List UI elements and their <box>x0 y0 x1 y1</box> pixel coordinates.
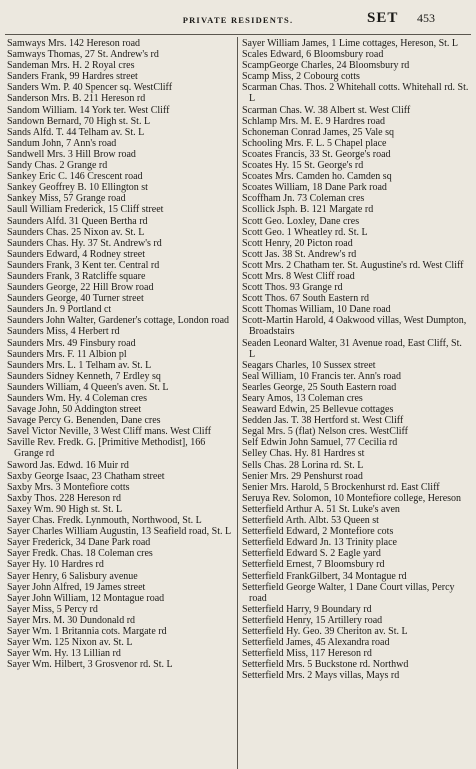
resident-entry: Sandown Bernard, 70 High st. St. L <box>7 115 151 127</box>
resident-entry: Scott Henry, 20 Picton road <box>242 237 353 249</box>
resident-entry: Sayer Wm. Hy. 13 Lillian rd <box>7 648 121 660</box>
resident-entry: Scott Thos. 93 Grange rd <box>242 282 343 294</box>
resident-entry: Schooling Mrs. F. L. 5 Chapel place <box>242 137 387 149</box>
resident-entry: Saunders Chas. Hy. 37 St. Andrew's rd <box>7 237 162 249</box>
resident-entry: Scott Geo. Loxley, Dane cres <box>242 215 360 227</box>
resident-entry: Saunders William, 4 Queen's aven. St. L <box>7 381 169 393</box>
resident-entry: Savage Percy G. Benenden, Dane cres <box>7 415 161 427</box>
resident-entry: Schlamp Mrs. M. E. 9 Hardres road <box>242 115 386 127</box>
resident-entry: Saunders Alfd. 31 Queen Bertha rd <box>7 215 148 227</box>
resident-entry: Saull William Frederick, 15 Cliff street <box>7 204 164 216</box>
resident-entry: Sayer Chas. Fredk. Lynmouth, Northwood, St. L <box>7 515 202 527</box>
resident-entry: Scott Jas. 38 St. Andrew's rd <box>242 248 357 260</box>
resident-entry: ScampGeorge Charles, 24 Bloomsbury rd <box>242 60 410 72</box>
resident-entry: Sayer Wm. 125 Nixon av. St. L <box>7 637 133 649</box>
resident-entry: Setterfield Mrs. 2 Mays villas, Mays rd <box>242 670 400 682</box>
resident-entry: Seal William, 10 Francis ter. Ann's road <box>242 370 401 382</box>
resident-entry: Setterfield Miss, 117 Hereson rd <box>242 648 372 660</box>
resident-entry: Schoneman Conrad James, 25 Vale sq <box>242 126 395 138</box>
resident-entry: Setterfield Harry, 9 Boundary rd <box>242 603 372 615</box>
resident-entry: Sandwell Mrs. 3 Hill Brow road <box>7 148 136 160</box>
resident-entry: Seruya Rev. Solomon, 10 Montefiore college, Hereson <box>242 492 462 504</box>
resident-entry: Saunders Jn. 9 Portland ct <box>7 304 112 316</box>
resident-entry: Scales Edward, 6 Bloomsbury road <box>242 49 384 61</box>
resident-entry: Scoates William, 18 Dane Park road <box>242 182 387 194</box>
resident-entry: Saword Jas. Edwd. 16 Muir rd <box>7 459 129 471</box>
resident-entry: Senier Mrs. 29 Penshurst road <box>242 470 363 482</box>
resident-entry: Sells Chas. 28 Lorina rd. St. L <box>242 459 364 471</box>
resident-entry: Seaward Edwin, 25 Bellevue cottages <box>242 404 394 416</box>
resident-entry: Scott Mrs. 8 West Cliff road <box>242 270 355 282</box>
resident-entry: Saunders Edward, 4 Rodney street <box>7 248 146 260</box>
resident-entry: Setterfield Arth. Albt. 53 Queen st <box>242 515 379 527</box>
resident-entry: Saunders Mrs. L. 1 Telham av. St. L <box>7 359 152 371</box>
resident-entry: Sayer Miss, 5 Percy rd <box>7 603 98 615</box>
left-column <box>5 37 238 769</box>
resident-entry: Sayer Henry, 6 Salisbury avenue <box>7 570 138 582</box>
resident-entry: Sankey Eric C. 146 Crescent road <box>7 171 143 183</box>
resident-entry: Seary Amos, 13 Coleman cres <box>242 393 363 404</box>
resident-entry: Segal Mrs. 5 (flat) Nelson cres. WestCliff <box>242 426 409 438</box>
right-column <box>238 37 471 769</box>
resident-entry: Selley Chas. Hy. 81 Hardres st <box>242 448 365 460</box>
resident-entry: Setterfield Arthur A. 51 St. Luke's aven <box>242 503 400 515</box>
resident-entry: Setterfield Hy. Geo. 39 Cheriton av. St. L <box>242 625 408 637</box>
resident-entry: Scott Mrs. 2 Chatham ter. St. Augustine's rd. West Cliff <box>242 259 464 271</box>
resident-entry: Setterfield Mrs. 5 Buckstone rd. Northwd <box>242 659 409 671</box>
resident-entry: Savel Victor Neville, 3 West Cliff mans. West Cliff <box>7 426 212 438</box>
resident-entry: Sanderson Mrs. B. 211 Hereson rd <box>7 93 146 105</box>
resident-entry: Sands Alfd. T. 44 Telham av. St. L <box>7 126 145 138</box>
resident-entry: Scott Geo. 1 Wheatley rd. St. L <box>242 226 368 238</box>
resident-entry: Setterfield George Walter, 1 Dane Court villas, Percy road <box>242 581 455 604</box>
resident-entry: Scarman Chas. Thos. 2 Whitehall cotts. Whitehall rd. St. L <box>242 82 469 105</box>
resident-entry: Setterfield Ernest, 7 Bloomsbury rd <box>242 559 385 571</box>
resident-entry: Sandom William. 14 York ter. West Cliff <box>7 104 170 116</box>
resident-entry: Setterfield Edward Jn. 13 Trinity place <box>242 537 397 549</box>
page-number: 453 <box>417 11 435 25</box>
resident-entry: Sayer Wm. Hilbert, 3 Grosvenor rd. St. L <box>7 659 173 671</box>
resident-entry: Seagars Charles, 10 Sussex street <box>242 359 376 371</box>
resident-entry: Saunders Frank, 3 Kent ter. Central rd <box>7 259 160 271</box>
resident-entry: Samways Thomas, 27 St. Andrew's rd <box>7 49 159 61</box>
resident-entry: Saxey Wm. 90 High st. St. L <box>7 503 123 515</box>
resident-entry: Sanders Wm. P. 40 Spencer sq. WestCliff <box>7 82 173 94</box>
resident-entry: Scott-Martin Harold, 4 Oakwood villas, West Dumpton, Broadstairs <box>242 315 467 338</box>
page-title: PRIVATE RESIDENTS. <box>182 15 294 25</box>
resident-entry: Scollick Jsph. B. 121 Margate rd <box>242 204 374 216</box>
resident-entry: Sedden Jas. T. 38 Hertford st. West Cliff <box>242 415 404 427</box>
resident-entry: Sayer Mrs. M. 30 Dundonald rd <box>7 614 136 626</box>
resident-entry: Sandy Chas. 2 Grange rd <box>7 160 108 172</box>
resident-entry: Samways Mrs. 142 Hereson road <box>7 38 141 49</box>
resident-entry: Senier Mrs. Harold, 5 Brockenhurst rd. East Cliff <box>242 481 440 493</box>
resident-entry: Setterfield Edward, 2 Montefiore cots <box>242 526 394 538</box>
resident-entry: Setterfield James, 45 Alexandra road <box>242 637 390 649</box>
resident-entry: Sandeman Mrs. H. 2 Royal cres <box>7 60 135 72</box>
resident-entry: Sankey Geoffrey B. 10 Ellington st <box>7 182 148 194</box>
index-keyword: SET <box>367 10 399 26</box>
resident-entry: Sayer John William, 12 Montague road <box>7 592 165 604</box>
resident-entry: Saunders Miss, 4 Herbert rd <box>7 326 120 338</box>
resident-entry: Sankey Miss, 57 Grange road <box>7 193 126 205</box>
resident-entry: Sayer Charles William Augustin, 13 Seafield road, St. L <box>7 526 232 538</box>
resident-entry: Saunders John Walter, Gardener's cottage, London road <box>7 315 230 327</box>
resident-entry: Scoffham Jn. 73 Coleman cres <box>242 193 365 205</box>
resident-entry: Sayer William James, 1 Lime cottages, Hereson, St. L <box>242 38 459 49</box>
resident-entry: Savage John, 50 Addington street <box>7 404 142 416</box>
resident-entry: Scarman Chas. W. 38 Albert st. West Cliff <box>242 104 411 116</box>
resident-entry: Self Edwin John Samuel, 77 Cecilia rd <box>242 437 398 449</box>
resident-entry: Saunders Frank, 3 Ratcliffe square <box>7 270 146 282</box>
columns <box>5 37 471 769</box>
resident-entry: Saunders Mrs. 49 Finsbury road <box>7 337 136 349</box>
resident-entry: Saunders George, 40 Turner street <box>7 293 144 305</box>
resident-entry: Scoates Francis, 33 St. George's road <box>242 148 391 160</box>
resident-entry: Sayer Fredk. Chas. 18 Coleman cres <box>7 548 153 560</box>
resident-entry: Searles George, 25 South Eastern road <box>242 381 397 393</box>
resident-entry: Saxby George Isaac, 23 Chatham street <box>7 470 165 482</box>
resident-entry: Saunders Sidney Kenneth, 7 Erdley sq <box>7 370 161 382</box>
resident-entry: Saunders Mrs. F. 11 Albion pl <box>7 348 127 360</box>
resident-entry: Sanders Frank, 99 Hardres street <box>7 71 138 83</box>
page-header <box>5 6 471 35</box>
resident-entry: Saxby Thos. 228 Hereson rd <box>7 492 121 504</box>
resident-entry: Saunders Chas. 25 Nixon av. St. L <box>7 226 145 238</box>
resident-entry: Sayer Frederick, 34 Dane Park road <box>7 537 151 549</box>
resident-entry: Scott Thos. 67 South Eastern rd <box>242 293 370 305</box>
resident-entry: Sandum John, 7 Ann's road <box>7 137 117 149</box>
resident-entry: Setterfield FrankGilbert, 34 Montague rd <box>242 570 407 582</box>
resident-entry: Saville Rev. Fredk. G. [Primitive Methodist], 166 Grange rd <box>7 437 206 460</box>
resident-entry: Seaden Leonard Walter, 31 Avenue road, East Cliff, St. L <box>242 337 462 360</box>
resident-entry: Sayer John Alfred, 19 James street <box>7 581 146 593</box>
resident-entry: Setterfield Edward S. 2 Eagle yard <box>242 548 381 560</box>
resident-entry: Sayer Wm. 1 Britannia cots. Margate rd <box>7 625 167 637</box>
resident-entry: Sayer Hy. 10 Hardres rd <box>7 559 104 571</box>
resident-entry: Saunders George, 22 Hill Brow road <box>7 282 154 294</box>
resident-entry: Setterfield Henry, 15 Artillery road <box>242 614 383 626</box>
resident-entry: Scoates Mrs. Camden ho. Camden sq <box>242 171 392 183</box>
resident-entry: Scoates Hy. 15 St. George's rd <box>242 160 364 172</box>
resident-entry: Saxby Mrs. 3 Montefiore cotts <box>7 481 130 493</box>
resident-entry: Scamp Miss, 2 Cobourg cotts <box>242 71 360 83</box>
resident-entry: Saunders Wm. Hy. 4 Coleman cres <box>7 393 147 404</box>
resident-entry: Scott Thomas William, 10 Dane road <box>242 304 391 316</box>
